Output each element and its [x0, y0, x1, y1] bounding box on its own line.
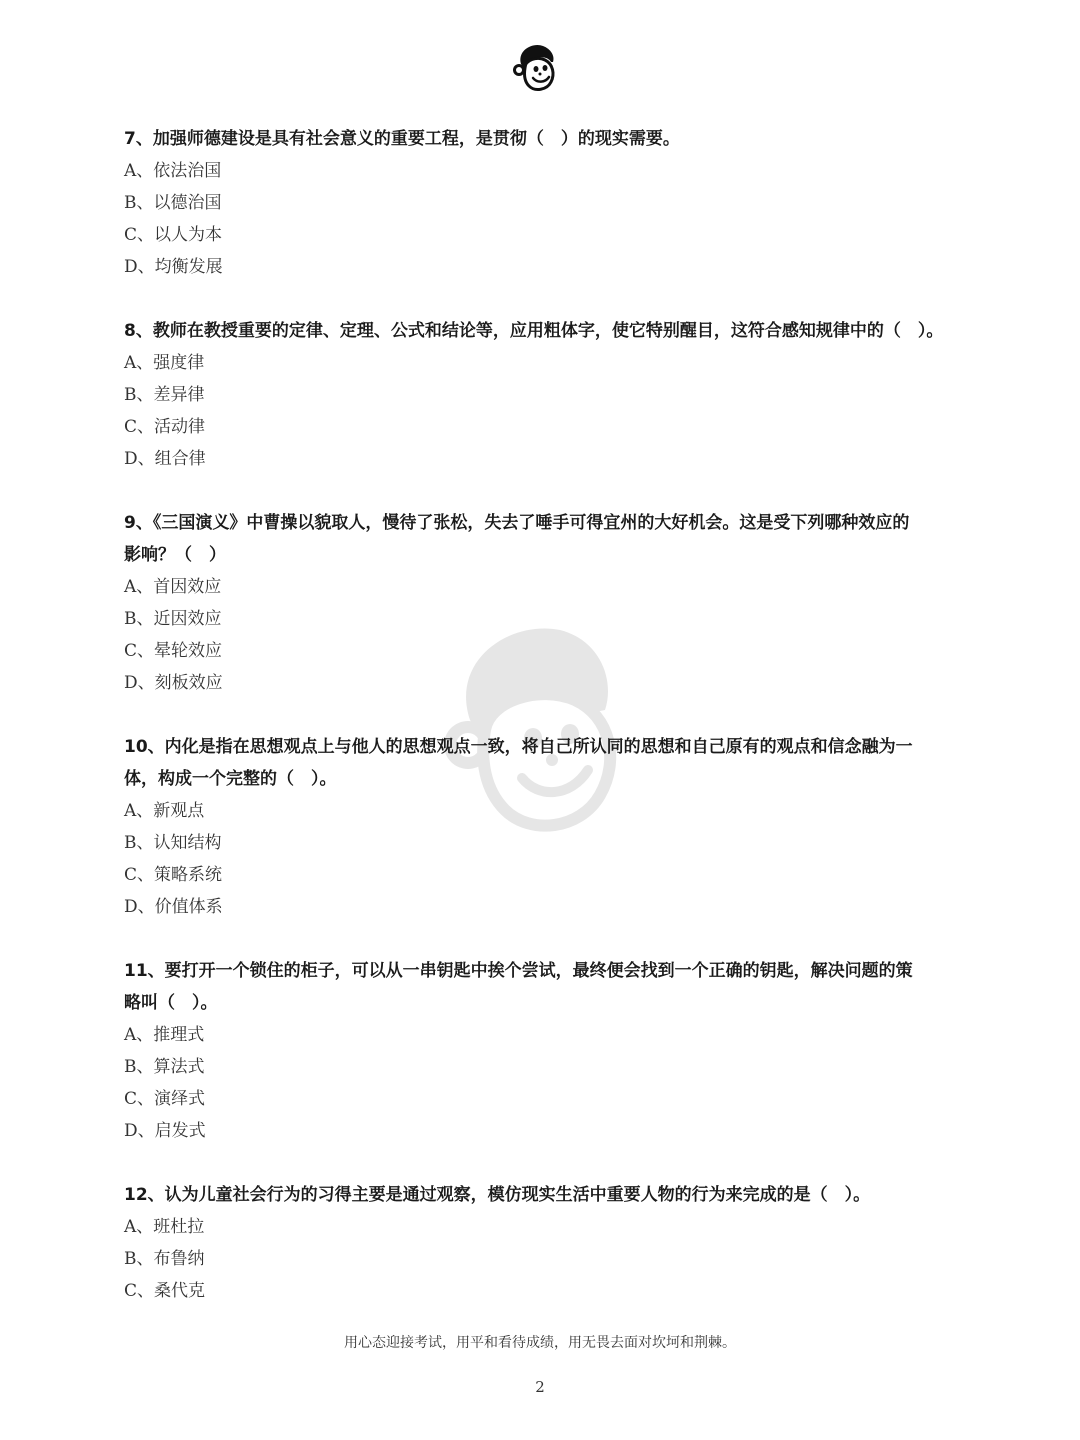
option: B、认知结构	[124, 833, 222, 853]
option: C、桑代克	[124, 1281, 206, 1301]
option: D、价值体系	[124, 897, 223, 917]
footer-quote: 用心态迎接考试，用平和看待成绩，用无畏去面对坎坷和荆棘。	[344, 1335, 736, 1351]
question-stem: 7、加强师德建设是具有社会意义的重要工程，是贯彻（ ）的现实需要。	[124, 129, 680, 149]
option: C、策略系统	[124, 865, 223, 885]
option: A、首因效应	[124, 577, 222, 597]
option: C、演绎式	[124, 1089, 206, 1109]
option: B、布鲁纳	[124, 1249, 205, 1269]
option: A、依法治国	[124, 161, 222, 181]
question-stem: 影响？（ ）	[124, 545, 226, 565]
question-stem: 体，构成一个完整的（ ）。	[124, 769, 337, 789]
question-stem: 12、认为儿童社会行为的习得主要是通过观察，模仿现实生活中重要人物的行为来完成的是（ ）。	[124, 1185, 871, 1205]
option: D、刻板效应	[124, 673, 223, 693]
monkey-watermark-icon	[430, 620, 630, 840]
monkey-logo-icon	[507, 38, 563, 94]
question-stem: 略叫（ ）。	[124, 993, 218, 1013]
option: D、组合律	[124, 449, 206, 469]
option: B、差异律	[124, 385, 205, 405]
question-stem: 9、《三国演义》中曹操以貌取人，慢待了张松，失去了唾手可得宜州的大好机会。这是受下列哪种效应的	[124, 513, 910, 533]
option: C、以人为本	[124, 225, 223, 245]
option: B、算法式	[124, 1057, 205, 1077]
question-stem: 11、要打开一个锁住的柜子，可以从一串钥匙中挨个尝试，最终便会找到一个正确的钥匙，解决问题的策	[124, 961, 913, 981]
question-stem: 8、教师在教授重要的定律、定理、公式和结论等，应用粗体字，使它特别醒目，这符合感知规律中的（ ）。	[124, 321, 944, 341]
question-stem: 10、内化是指在思想观点上与他人的思想观点一致，将自己所认同的思想和自己原有的观点和信念融为一	[124, 737, 913, 757]
option: C、活动律	[124, 417, 206, 437]
option: A、强度律	[124, 353, 205, 373]
option: D、启发式	[124, 1121, 206, 1141]
option: A、新观点	[124, 801, 205, 821]
option: B、以德治国	[124, 193, 222, 213]
option: C、晕轮效应	[124, 641, 223, 661]
option: A、推理式	[124, 1025, 205, 1045]
page-number: 2	[535, 1378, 545, 1396]
option: B、近因效应	[124, 609, 222, 629]
option: D、均衡发展	[124, 257, 223, 277]
option: A、班杜拉	[124, 1217, 205, 1237]
